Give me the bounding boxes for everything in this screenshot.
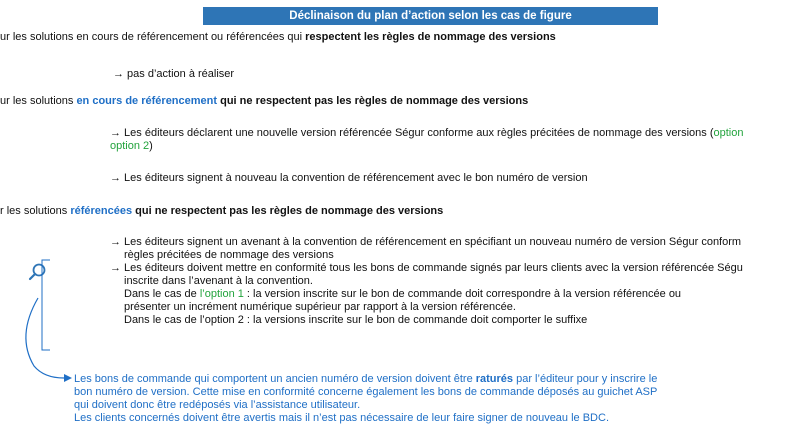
note-line4: Les clients concernés doivent être avertis mais il n’est pas nécessaire de leur faire signer de nouveau le BDC. <box>74 412 609 424</box>
case1-prefix: ur les solutions en cours de référencement ou référencées qui <box>0 31 306 43</box>
case3-option1-line1 <box>124 288 681 301</box>
note-line1-b: par l’éditeur pour y inscrire le <box>513 373 658 385</box>
case2-heading <box>0 95 528 108</box>
case3-item2-line1: → Les éditeurs doivent mettre en conformité tous les bons de commande signés par leurs clients avec la version référencée Ségu <box>110 262 743 274</box>
case3-item1-line1: → Les éditeurs signent un avenant à la convention de référencement en spécifiant un nouveau numéro de version Ségur conform <box>110 236 742 248</box>
case2-item1-text: → Les éditeurs déclarent une nouvelle version référencée Ségur conforme aux règles précitées de nommage des versions ( <box>110 127 714 139</box>
case3-option1-green: l’option 1 <box>199 288 244 300</box>
case3-heading <box>0 205 443 218</box>
curved-arrow-icon <box>14 296 74 386</box>
note-line2: bon numéro de version. Cette mise en conformité concerne également les bons de commande déposés au guichet ASP <box>74 386 658 398</box>
case3-option1-line2: présenter un incrément numérique supérieur par rapport à la version référencée. <box>124 301 516 313</box>
case2-item1-option1: option <box>713 127 744 139</box>
section-title-banner: Déclinaison du plan d’action selon les cas de figure <box>203 7 658 25</box>
case3-option1-a: Dans le cas de <box>124 288 200 300</box>
case3-item1-line2: règles précitées de nommage des versions <box>124 249 334 261</box>
case2-blue: en cours de référencement <box>76 95 218 107</box>
case1-heading <box>0 31 556 44</box>
case3-option1-b: : la version inscrite sur le bon de commande doit correspondre à la version référencée ou <box>243 288 682 300</box>
case3-prefix: r les solutions <box>0 205 71 217</box>
note-line1-a: Les bons de commande qui comportent un ancien numéro de version doivent être <box>74 373 476 385</box>
note-line1 <box>74 373 657 386</box>
case2-item1-line1 <box>110 127 743 140</box>
case1-bold: respectent les règles de nommage des versions <box>305 31 556 43</box>
case2-prefix: ur les solutions <box>0 95 77 107</box>
case2-bold: qui ne respectent pas les règles de nommage des versions <box>217 95 529 107</box>
case3-option2: Dans le cas de l’option 2 : la versions inscrite sur le bon de commande doit comporter le suffixe <box>124 314 588 326</box>
case3-bold: qui ne respectent pas les règles de nommage des versions <box>132 205 444 217</box>
case3-item2-line2: inscrite dans l’avenant à la convention. <box>124 275 313 287</box>
case3-blue: référencées <box>70 205 133 217</box>
case2-item1-end: ) <box>149 140 153 152</box>
note-line1-bold: raturés <box>475 373 514 385</box>
case1-action: → pas d’action à réaliser <box>113 68 235 80</box>
case2-item1-option2: option 2 <box>110 140 150 152</box>
note-line3: qui doivent donc être redéposés via l’assistance utilisateur. <box>74 399 361 411</box>
case2-item1-line2 <box>110 140 153 153</box>
case2-item2: → Les éditeurs signent à nouveau la convention de référencement avec le bon numéro de version <box>110 172 588 184</box>
